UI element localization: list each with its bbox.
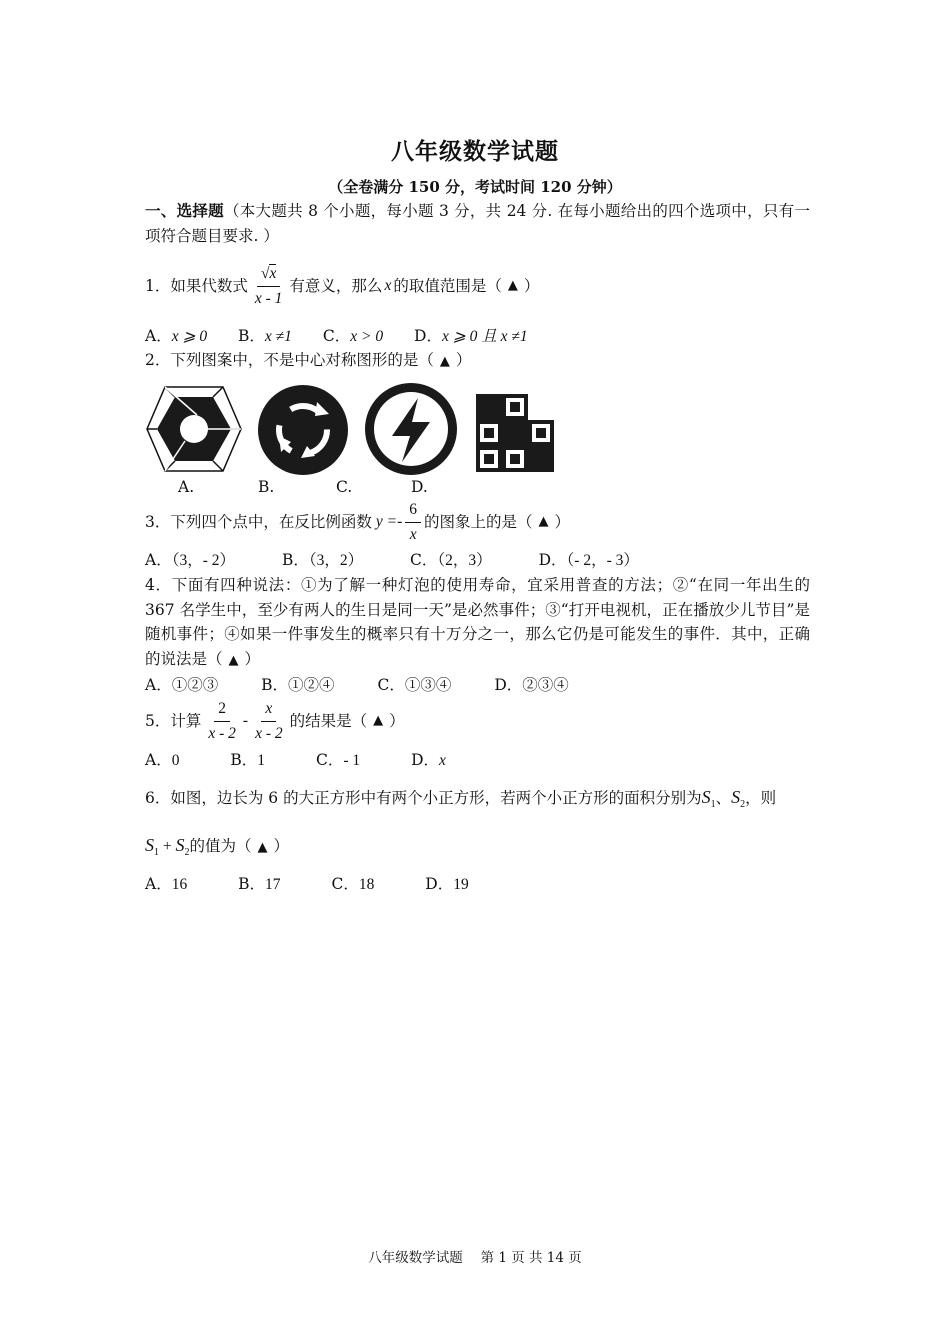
question-4 [145,573,810,673]
q5-options [145,748,446,773]
q3-lhs: y =- [375,513,403,530]
q5-suffix: 的结果是（ [289,712,368,730]
q1-suffix: 的取值范围是（ [393,277,502,295]
q5-fraction-1 [204,699,240,744]
q3-option-a: （3，- 2） [171,552,235,569]
q5-frac1-numerator: 2 [214,699,230,722]
q5-option-a-label: A． [145,751,172,769]
q1-middle: 有意义，那么 [289,277,383,295]
q6-line2-sub2: 2 [184,847,190,859]
q6-options [145,872,469,897]
q6-line2-s1: S [145,835,154,855]
q4-option-d-label: D． [494,676,523,694]
q6-plus: + [159,838,176,855]
section-1-intro [145,199,810,248]
q5-close: ） [389,712,405,730]
q3-option-d: （- 2，- 3） [566,552,639,569]
q1-options [145,324,528,349]
q1-option-a: x ⩾ 0 [171,328,208,345]
q1-option-a-label: A． [145,327,172,345]
section-1-heading: 一、选择题 [145,201,224,220]
q4-option-c: ①③④ [404,676,452,694]
q6-option-c-label: C． [331,875,359,893]
q1-numerator: √x [257,264,280,287]
q3-fraction [405,500,421,545]
page-title: 八年级数学试题 [391,138,559,165]
q6-sub2: 2 [740,799,746,811]
q1-fraction [251,264,287,309]
q6-line2-suffix: 的值为（ [189,837,252,855]
q1-denominator: x - 1 [254,289,283,307]
q6-sub1: 1 [710,799,716,811]
q5-frac2-numerator: x [261,699,276,722]
q5-option-d-label: D． [411,751,440,769]
q1-option-c-label: C． [322,327,351,345]
figure-c-label: C. [336,478,353,496]
question-6-line-2 [145,833,289,865]
q3-denominator: x [409,525,417,543]
q3-option-d-label: D． [538,551,567,569]
q3-prefix: 3．下列四个点中，在反比例函数 [145,513,372,531]
q4-option-b-label: B． [261,676,289,694]
q6-text: 6．如图，边长为 6 的大正方形中有两个小正方形，若两个小正方形的面积分别为 [145,789,702,807]
q6-line2-sub1: 1 [154,847,159,859]
figure-c-lightning-icon [364,382,458,476]
q3-options [145,548,639,573]
page-footer: 八年级数学试题 第 1 页 共 14 页 [368,1250,582,1266]
figure-d-pattern-icon [476,394,554,472]
q4-close: ） [244,649,261,668]
q6-option-d-label: D． [425,875,454,893]
q4-option-d: ②③④ [522,676,569,694]
q1-prefix: 1．如果代数式 [145,277,248,295]
page-subtitle: （全卷满分 150 分，考试时间 120 分钟） [328,178,622,196]
q4-option-b: ①②④ [288,676,335,694]
q2-close: ） [455,351,472,369]
q3-option-c-label: C． [410,551,438,569]
q1-option-b: x ≠1 [264,328,292,345]
q5-prefix: 5．计算 [145,712,202,730]
q6-option-a-label: A． [145,875,172,893]
figure-a-label: A. [178,478,195,496]
q6-s2: S [731,787,741,807]
q5-minus: - [242,712,249,729]
q3-suffix: 的图象上的是（ [424,513,533,531]
answer-marker: ▲ [373,713,384,728]
q6-close: ） [273,837,290,855]
q6-option-a: 16 [171,876,188,893]
figure-b-label: B. [258,478,275,496]
q3-numerator: 6 [405,500,421,523]
figure-b-recycle-icon [257,384,349,476]
q5-option-a: 0 [171,752,180,769]
question-3 [145,498,570,546]
q3-option-b: （3，2） [308,552,364,569]
q1-option-d-label: D． [414,327,442,345]
q5-option-b: 1 [257,752,266,769]
answer-marker: ▲ [507,278,518,293]
q1-option-c: x > 0 [350,328,384,345]
figure-a-shutter-icon [145,383,243,475]
q4-options [145,673,569,697]
q4-text: 4．下面有四种说法：①为了解一种灯泡的使用寿命，宜采用普查的方法；②“在同一年出生的 367 名学生中，至少有两人的生日是同一天”是必然事件；③“打开电视机，正在播放少儿节目”是随机事件；④如果一件事发生的概率只有十万分之一，那么它仍是可能发生的事件．其中，正确的说法是（ [145,576,810,668]
q4-option-c-label: C． [377,676,405,694]
q5-frac2-denominator: x - 2 [255,724,283,742]
q1-var: x [384,277,392,294]
q3-option-a-label: A． [145,551,172,569]
q5-frac1-denominator: x - 2 [208,724,236,742]
q6-option-b-label: B． [238,875,266,893]
q6-option-b: 17 [265,876,281,893]
q6-sep: 、 [715,789,732,807]
q1-option-b-label: B． [238,327,265,345]
q6-end: ，则 [745,789,777,807]
answer-marker: ▲ [257,840,268,855]
answer-marker: ▲ [439,354,450,369]
q2-text: 2．下列图案中，不是中心对称图形的是（ [145,351,434,369]
q1-close: ） [523,277,540,295]
q5-option-c: - 1 [343,752,361,769]
q5-option-b-label: B． [230,751,258,769]
question-5 [145,697,405,745]
q5-option-c-label: C． [315,751,344,769]
answer-marker: ▲ [538,514,549,529]
q6-option-c: 18 [358,876,375,893]
answer-marker: ▲ [228,652,239,668]
q1-radicand: x [269,264,277,282]
q4-option-a: ①②③ [171,676,219,694]
q6-line2-s2: S [175,835,185,855]
q3-close: ） [554,513,571,531]
q5-option-d: x [439,752,446,769]
section-1-instructions: （本大题共 8 个小题，每小题 3 分，共 24 分. 在每小题给出的四个选项中，只有一项符合题目要求. ） [145,202,810,245]
q6-option-d: 19 [453,876,469,893]
figure-d-label: D. [411,478,428,496]
question-6 [145,785,776,817]
q3-option-b-label: B． [281,551,309,569]
q1-option-d: x ⩾ 0 且 x ≠1 [441,328,528,345]
q4-option-a-label: A． [145,676,172,694]
q3-option-c: （2，3） [437,552,492,569]
question-2 [145,348,471,374]
q6-s1: S [701,787,711,807]
q5-fraction-2 [251,699,287,744]
question-1 [145,262,539,310]
